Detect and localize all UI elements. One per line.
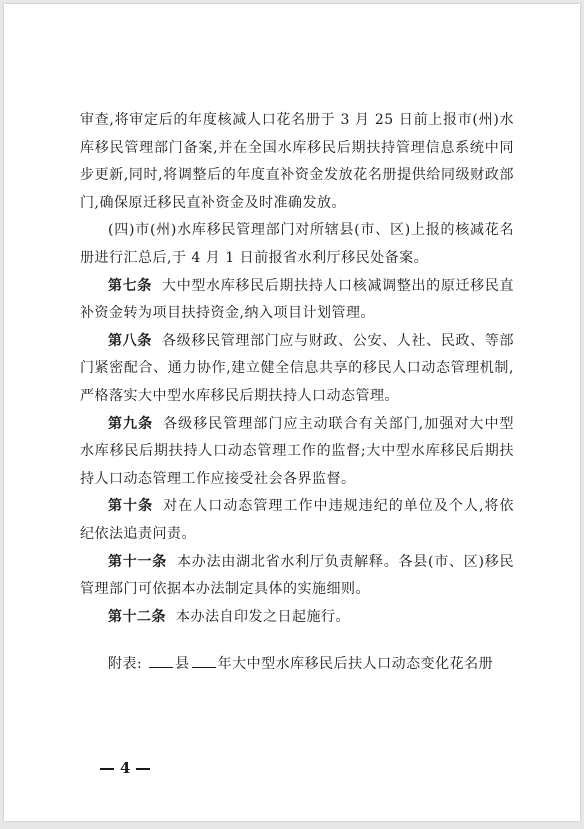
document-page (4, 4, 580, 821)
article-heading: 第十二条 (108, 608, 166, 625)
paragraph-text: (四)市(州)水库移民管理部门对所辖县(市、区)上报的核减花名册进行汇总后,于 4 月 1 日前报省水利厅移民处备案。 (80, 222, 514, 266)
attachment-title-text: 年大中型水库移民后扶人口动态变化花名册 (217, 656, 494, 673)
article-10 (80, 493, 514, 548)
page-footer (94, 759, 156, 777)
article-text: 各级移民管理部门应与财政、公安、人社、民政、等部门紧密配合、通力协作,建立健全信息共享的移民人口动态管理机制,严格落实大中型水库移民后期扶持人口动态管理。 (80, 332, 515, 404)
dash-right (136, 768, 150, 770)
article-heading: 第八条 (108, 332, 153, 349)
document-body (80, 107, 514, 673)
article-text: 各级移民管理部门应主动联合有关部门,加强对大中型水库移民后期扶持人口动态管理工作的监督;大中型水库移民后期扶持人口动态管理工作应接受社会各界监督。 (80, 415, 514, 487)
article-text: 对在人口动态管理工作中违规违纪的单位及个人,将依纪依法追责问责。 (80, 498, 514, 542)
article-heading: 第七条 (108, 277, 153, 294)
page-number: 4 (120, 759, 131, 777)
article-12 (80, 604, 514, 632)
article-11 (80, 549, 514, 604)
attachment-county-text: 县 (175, 656, 190, 673)
article-text: 大中型水库移民后期扶持人口核减调整出的原迁移民直补资金转为项目扶持资金,纳入项目计划管理。 (80, 277, 515, 322)
article-7 (80, 273, 514, 328)
article-text: 本办法自印发之日起施行。 (176, 608, 350, 625)
article-text: 本办法由湖北省水利厅负责解释。各县(市、区)移民管理部门可依据本办法制定具体的实施细则。 (80, 553, 514, 598)
article-heading: 第十条 (108, 498, 154, 515)
article-9 (80, 411, 514, 494)
blank-county-field (149, 655, 173, 668)
paragraph-review-continued (80, 107, 514, 217)
dash-left (100, 768, 114, 770)
blank-year-field (192, 655, 216, 668)
attachment-label: 附表: (108, 656, 143, 673)
paragraph-text: 审查,将审定后的年度核减人口花名册于 3 月 25 日前上报市(州)水库移民管理部门备案,并在全国水库移民后期扶持管理信息系统中同步更新,同时,将调整后的年度直补资金发放花名册提供给同级财政部门,确保原迁移民直补资金及时准确发放。 (80, 112, 514, 211)
article-heading: 第九条 (108, 415, 154, 432)
article-heading: 第十一条 (108, 553, 168, 570)
attachment-line (80, 653, 514, 673)
paragraph-item-four (80, 217, 514, 272)
article-8 (80, 328, 514, 411)
